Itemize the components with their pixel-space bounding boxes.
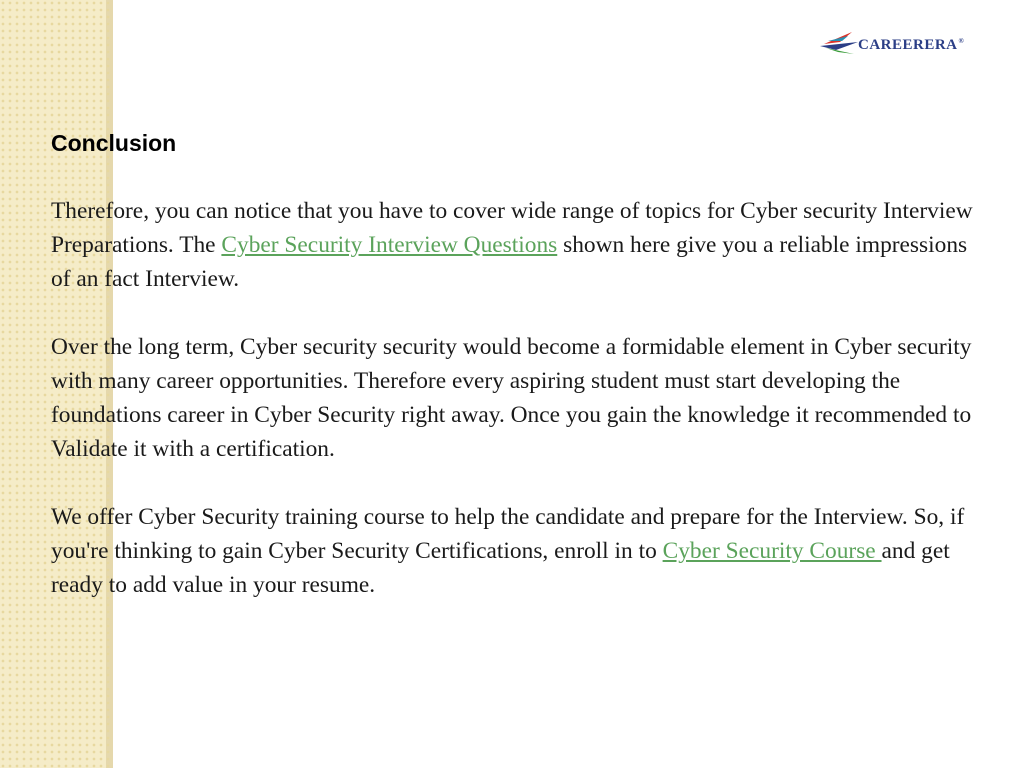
cyber-security-course-link[interactable]: Cyber Security Course	[662, 538, 882, 564]
paragraph-intro	[51, 194, 981, 296]
paragraph-text: and get ready to add value in your resume.	[51, 538, 950, 598]
paragraph-text: Therefore, you can notice that you have to cover wide range of topics for Cyber security Interview Preparations. The	[51, 198, 973, 258]
slide-content	[51, 126, 981, 636]
careerera-logo	[818, 28, 1004, 62]
page-title: Conclusion	[51, 130, 177, 156]
swoosh-logo-icon	[818, 28, 860, 62]
paragraph-text: We offer Cyber Security training course to help the candidate and prepare for the Interview. So, if you're thinking to gain Cyber Security Certifications, enroll in to	[51, 504, 965, 564]
interview-questions-link[interactable]: Cyber Security Interview Questions	[221, 232, 558, 258]
paragraph-text: shown here give you a reliable impressions of an fact Interview.	[51, 232, 968, 292]
logo-wordmark: CAREERERA®	[858, 36, 965, 53]
paragraph-offer	[51, 500, 981, 602]
paragraph-long-term: Over the long term, Cyber security security would become a formidable element in Cyber security with many career opportunities. Therefore every aspiring student must start developing the foundations career in Cyber Security right away. Once you gain the knowledge it recommended to Validate it with a certification.	[51, 334, 972, 462]
